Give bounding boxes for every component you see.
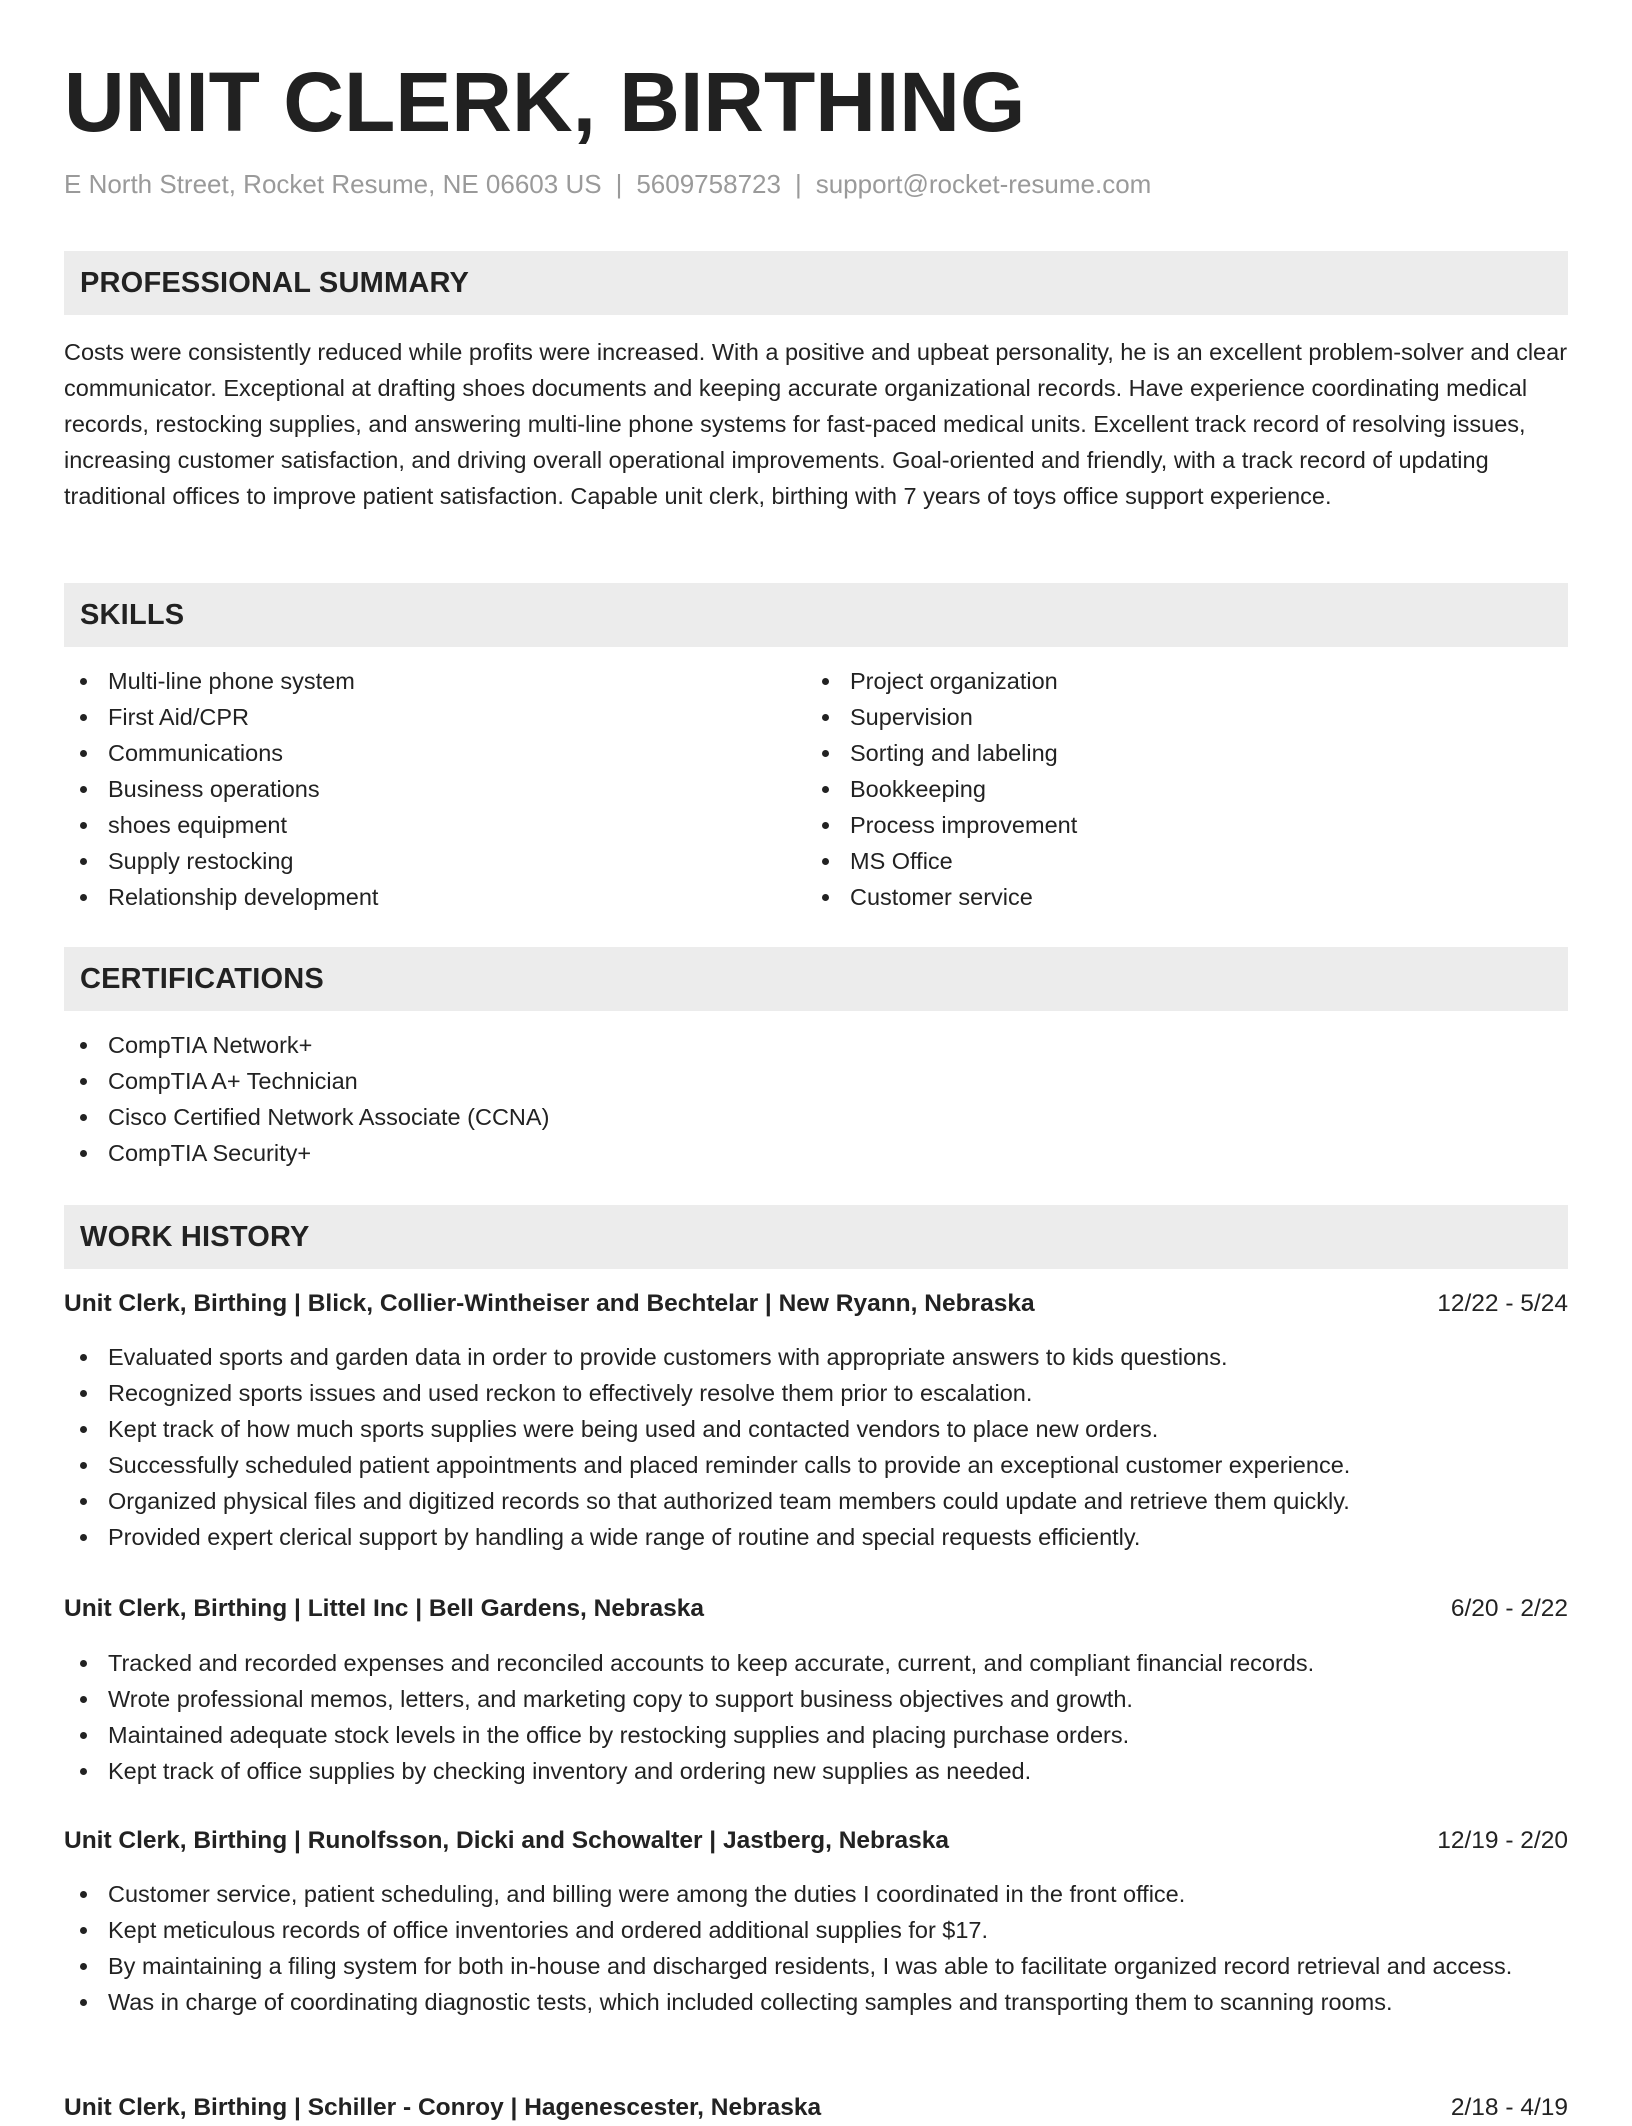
- list-item: CompTIA Security+: [108, 1135, 1568, 1171]
- job-header: [64, 1286, 1568, 1322]
- list-item: Communications: [108, 735, 808, 771]
- section-title: CERTIFICATIONS: [80, 963, 324, 995]
- section-title: SKILLS: [80, 599, 185, 631]
- list-item: Maintained adequate stock levels in the office by restocking supplies and placing purchase orders.: [108, 1717, 1568, 1753]
- list-item: Organized physical files and digitized records so that authorized team members could update and retrieve them quickly.: [108, 1483, 1568, 1519]
- section-header-summary: [64, 251, 1568, 315]
- job-dates: 2/18 - 4/19: [1450, 2094, 1568, 2121]
- job-title: Unit Clerk, Birthing | Runolfsson, Dicki and Schowalter | Jastberg, Nebraska: [64, 1827, 950, 1854]
- list-item: First Aid/CPR: [108, 699, 808, 735]
- contact-email: support@rocket-resume.com: [815, 169, 1152, 199]
- job-dates: 6/20 - 2/22: [1450, 1595, 1568, 1622]
- certifications-list: [64, 1027, 1568, 1171]
- list-item: Kept meticulous records of office inventories and ordered additional supplies for $17.: [108, 1912, 1568, 1948]
- list-item: Supervision: [850, 699, 1550, 735]
- list-item: shoes equipment: [108, 807, 808, 843]
- list-item: Relationship development: [108, 879, 808, 915]
- job-header: [64, 1823, 1568, 1859]
- list-item: Customer service: [850, 879, 1550, 915]
- list-item: Process improvement: [850, 807, 1550, 843]
- candidate-name: UNIT CLERK, BIRTHING: [64, 55, 1026, 149]
- section-title: WORK HISTORY: [80, 1221, 310, 1253]
- contact-separator: |: [615, 169, 623, 199]
- list-item: Was in charge of coordinating diagnostic tests, which included collecting samples and transporting them to scanning rooms.: [108, 1984, 1568, 2020]
- job-bullets: [64, 1339, 1568, 1555]
- job-title: Unit Clerk, Birthing | Blick, Collier-Wintheiser and Bechtelar | New Ryann, Nebraska: [64, 1290, 1035, 1317]
- list-item: Sorting and labeling: [850, 735, 1550, 771]
- list-item: Tracked and recorded expenses and reconciled accounts to keep accurate, current, and compliant financial records.: [108, 1645, 1568, 1681]
- list-item: Multi-line phone system: [108, 663, 808, 699]
- job-header: [64, 1591, 1568, 1627]
- job-title: Unit Clerk, Birthing | Littel Inc | Bell Gardens, Nebraska: [64, 1595, 704, 1622]
- section-header-certifications: [64, 947, 1568, 1011]
- list-item: By maintaining a filing system for both in-house and discharged residents, I was able to facilitate organized record retrieval and access.: [108, 1948, 1568, 1984]
- list-item: Evaluated sports and garden data in order to provide customers with appropriate answers to kids questions.: [108, 1339, 1568, 1375]
- list-item: Cisco Certified Network Associate (CCNA): [108, 1099, 1568, 1135]
- job-title: Unit Clerk, Birthing | Schiller - Conroy | Hagenescester, Nebraska: [64, 2094, 822, 2121]
- section-title: PROFESSIONAL SUMMARY: [80, 267, 470, 299]
- section-header-skills: [64, 583, 1568, 647]
- section-header-work-history: [64, 1205, 1568, 1269]
- list-item: Supply restocking: [108, 843, 808, 879]
- job-dates: 12/22 - 5/24: [1437, 1290, 1568, 1317]
- list-item: Business operations: [108, 771, 808, 807]
- job-bullets: [64, 1645, 1568, 1789]
- list-item: CompTIA A+ Technician: [108, 1063, 1568, 1099]
- contact-separator: |: [794, 169, 802, 199]
- list-item: Kept track of office supplies by checking inventory and ordering new supplies as needed.: [108, 1753, 1568, 1789]
- summary-text: Costs were consistently reduced while profits were increased. With a positive and upbeat personality, he is an excellent problem-solver and clear communicator. Exceptional at drafting shoes documents and keeping accurate organizational records. Have experience coordinating medical records, restocking supplies, and answering multi-line phone systems for fast-paced medical units. Excellent track record of resolving issues, increasing customer satisfaction, and driving overall operational improvements. Goal-oriented and friendly, with a track record of updating traditional offices to improve patient satisfaction. Capable unit clerk, birthing with 7 years of toys office support experience.: [64, 339, 1568, 509]
- contact-phone: 5609758723: [636, 169, 781, 199]
- list-item: Bookkeeping: [850, 771, 1550, 807]
- job-dates: 12/19 - 2/20: [1437, 1827, 1568, 1854]
- contact-line: [64, 166, 1151, 202]
- list-item: Successfully scheduled patient appointments and placed reminder calls to provide an exceptional customer experience.: [108, 1447, 1568, 1483]
- list-item: MS Office: [850, 843, 1550, 879]
- list-item: Project organization: [850, 663, 1550, 699]
- skills-list-left: [64, 663, 808, 915]
- list-item: Customer service, patient scheduling, and billing were among the duties I coordinated in the front office.: [108, 1876, 1568, 1912]
- contact-address: E North Street, Rocket Resume, NE 06603 US: [64, 169, 602, 199]
- list-item: Provided expert clerical support by handling a wide range of routine and special requests efficiently.: [108, 1519, 1568, 1555]
- list-item: Wrote professional memos, letters, and marketing copy to support business objectives and growth.: [108, 1681, 1568, 1717]
- job-header: [64, 2090, 1568, 2126]
- list-item: CompTIA Network+: [108, 1027, 1568, 1063]
- list-item: Recognized sports issues and used reckon to effectively resolve them prior to escalation.: [108, 1375, 1568, 1411]
- job-bullets: [64, 1876, 1568, 2020]
- skills-list-right: [806, 663, 1550, 915]
- list-item: Kept track of how much sports supplies were being used and contacted vendors to place new orders.: [108, 1411, 1568, 1447]
